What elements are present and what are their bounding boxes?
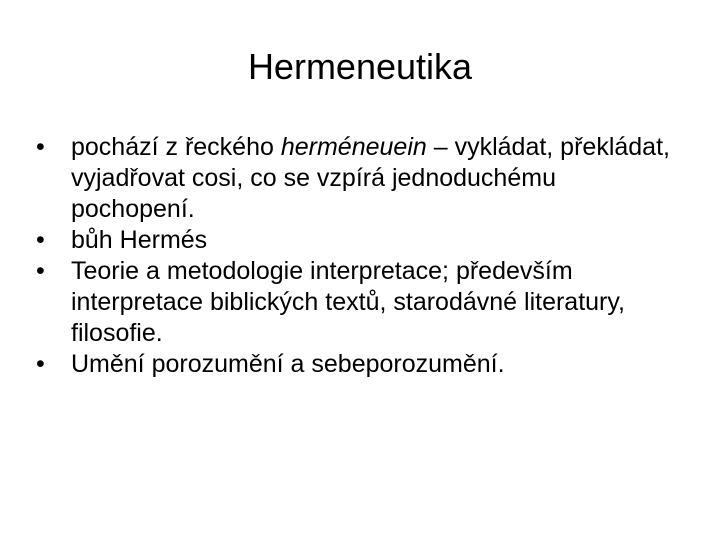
bullet-item-origin bbox=[36, 132, 686, 225]
bullet-icon: • bbox=[36, 133, 45, 161]
bullet-text-origin bbox=[71, 133, 670, 223]
bullet-item-theory bbox=[36, 256, 686, 349]
bullet-icon: • bbox=[36, 350, 45, 378]
bullet-text-understanding: Umění porozumění a sebeporozumění. bbox=[71, 350, 505, 378]
bullet-item-understanding bbox=[36, 349, 686, 380]
bullet-text-origin-before: pochází z řeckého bbox=[71, 133, 281, 161]
bullet-list bbox=[36, 132, 686, 380]
bullet-text-origin-emphasis: herméneuein bbox=[280, 133, 427, 161]
bullet-icon: • bbox=[36, 226, 45, 254]
bullet-text-theory: Teorie a metodologie interpretace; především interpretace biblických textů, starodávné literatury, filosofie. bbox=[71, 257, 625, 347]
bullet-icon: • bbox=[36, 257, 45, 285]
bullet-item-hermes bbox=[36, 225, 686, 256]
slide-title: Hermeneutika bbox=[247, 46, 473, 87]
bullet-text-origin-after: – vykládat, překládat, vyjadřovat cosi, co se vzpírá jednoduchému pochopení. bbox=[71, 133, 670, 223]
bullet-text-hermes: bůh Hermés bbox=[71, 226, 208, 254]
